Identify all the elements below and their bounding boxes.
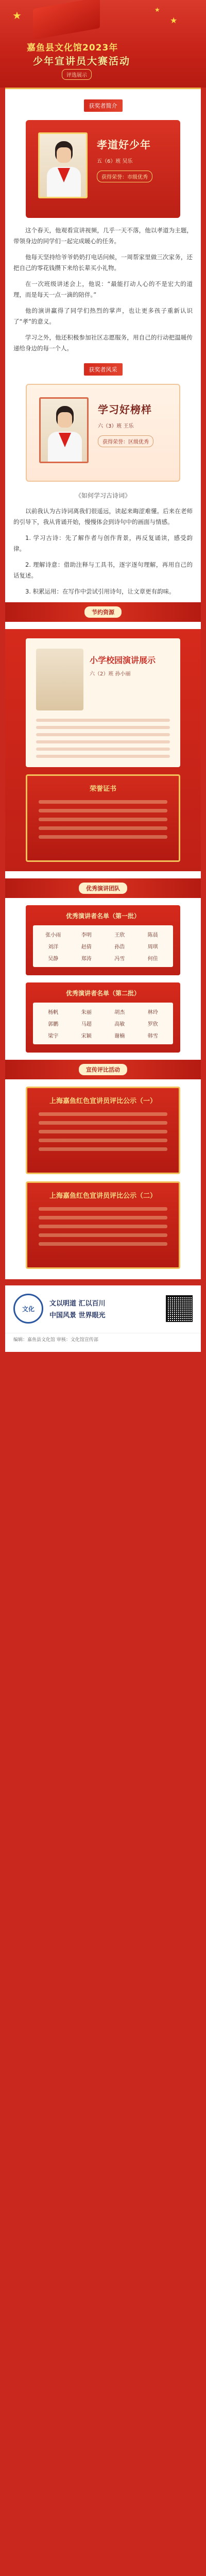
profile-meta: 五（6）班 吴乐 bbox=[97, 159, 133, 164]
speech-poster bbox=[26, 638, 180, 767]
study-paragraph-3: 2. 理解诗意：借助注释与工具书，逐字逐句理解，再用自己的话复述。 bbox=[13, 561, 193, 579]
list-item: 朱丽 bbox=[81, 1010, 92, 1015]
section-bar-label: 宣传评比活动 bbox=[79, 1064, 127, 1075]
poster-photo bbox=[36, 649, 83, 710]
study-paragraph-1: 以前我认为古诗词离我们很遥远，读起来晦涩难懂。后来在老师的引导下，我从背诵开始，慢慢体会到诗句中的画面与情感。 bbox=[13, 507, 193, 526]
review-board-1 bbox=[26, 1087, 180, 1174]
body-paragraph-1: 在一次班级讲述会上，他说：“最能打动人心的不是宏大的道理，而是每天一点一滴的陪伴。” bbox=[13, 280, 193, 298]
star-icon: ★ bbox=[12, 9, 22, 22]
article-body bbox=[5, 88, 201, 1279]
flag-icon bbox=[33, 0, 100, 40]
list-item: 赵倩 bbox=[81, 944, 92, 950]
section-bar-resources bbox=[5, 602, 201, 622]
header-banner bbox=[0, 0, 206, 88]
section-bar-label: 节约资源 bbox=[84, 606, 122, 618]
list-item: 何佳 bbox=[147, 956, 158, 962]
list-item: 韩雪 bbox=[147, 1033, 158, 1039]
study-paragraph-4: 3. 积累运用：在写作中尝试引用诗句，让文章更有韵味。 bbox=[25, 588, 175, 595]
list-item: 罗欣 bbox=[147, 1022, 158, 1027]
list-title: 优秀演讲者名单（第一批） bbox=[65, 912, 140, 920]
study-paragraph-2: 1. 学习古诗：先了解作者与创作背景，再反复诵读，感受韵律。 bbox=[13, 534, 193, 552]
banner-line1: 嘉鱼县文化馆2023年 bbox=[27, 43, 118, 53]
list-item: 刘洋 bbox=[48, 944, 59, 950]
footer-note: 编辑：嘉鱼县文化馆 审核：文化馆宣传部 bbox=[5, 1333, 201, 1352]
section-bar-label: 优秀演讲团队 bbox=[79, 883, 127, 894]
intro-paragraph-2: 他每天坚持给爷爷奶奶打电话问候，一周帮家里做三次家务，还把自己的零花钱攒下来给长辈买小礼物。 bbox=[13, 253, 193, 272]
list-item: 张小雨 bbox=[45, 933, 61, 938]
profile-name: 孝道好少年 bbox=[97, 139, 151, 151]
section-bar-team bbox=[5, 878, 201, 898]
list-item: 吴静 bbox=[48, 956, 59, 962]
list-item: 冯雪 bbox=[114, 956, 125, 962]
student-photo bbox=[39, 397, 89, 463]
list-item: 高敏 bbox=[114, 1022, 125, 1027]
section-heading-style: 获奖者风采 bbox=[84, 363, 123, 376]
list-item: 王欣 bbox=[114, 933, 125, 938]
star-icon: ★ bbox=[154, 6, 160, 13]
profile-tag: 获得荣誉：区级优秀 bbox=[98, 435, 153, 447]
star-icon: ★ bbox=[170, 15, 178, 25]
list-item: 李明 bbox=[81, 933, 92, 938]
board-title: 上海嘉鱼红色宣讲员评比公示（二） bbox=[49, 1192, 157, 1200]
book-title: 《如何学习古诗词》 bbox=[75, 492, 131, 499]
winners-list-2 bbox=[26, 982, 180, 1053]
list-title: 优秀演讲者名单（第二批） bbox=[65, 990, 140, 997]
student-photo bbox=[38, 132, 88, 198]
showcase-panel bbox=[5, 629, 201, 871]
list-item: 郑涛 bbox=[81, 956, 92, 962]
body-paragraph-2: 他的演讲赢得了同学们热烈的掌声，也让更多孩子重新认识了“孝”的意义。 bbox=[13, 307, 193, 325]
winners-list-1 bbox=[26, 905, 180, 975]
list-item: 孙浩 bbox=[114, 944, 125, 950]
banner-line3: 评选展示 bbox=[62, 69, 92, 80]
poster-text-lines bbox=[36, 719, 170, 762]
review-board-2 bbox=[26, 1181, 180, 1269]
list-item: 周琪 bbox=[147, 944, 158, 950]
honor-certificate bbox=[26, 774, 180, 862]
profile-card-2 bbox=[26, 384, 180, 482]
org-logo: 文化 bbox=[13, 1294, 43, 1324]
profile-card-1 bbox=[26, 120, 180, 218]
list-item: 林玲 bbox=[147, 1010, 158, 1015]
profile-tag: 获得荣誉：市级优秀 bbox=[97, 171, 152, 182]
banner-line2: 少年宣讲员大赛活动 bbox=[33, 56, 131, 67]
body-paragraph-3: 学习之外，他还积极参加社区志愿服务，用自己的行动把温暖传递给身边的每一个人。 bbox=[13, 334, 193, 352]
qr-code-icon[interactable] bbox=[166, 1295, 193, 1322]
profile-name: 学习好榜样 bbox=[98, 403, 152, 416]
poster-sub: 六（2）班 孙小丽 bbox=[90, 671, 131, 677]
poster-title: 小学校园演讲展示 bbox=[90, 655, 156, 665]
list-item: 谢楠 bbox=[114, 1033, 125, 1039]
section-heading-intro: 获奖者简介 bbox=[84, 99, 123, 112]
board-title: 上海嘉鱼红色宣讲员评比公示（一） bbox=[49, 1097, 157, 1105]
list-item: 梁宇 bbox=[48, 1033, 59, 1039]
profile-meta: 六（3）班 王乐 bbox=[98, 423, 134, 429]
list-item: 郭鹏 bbox=[48, 1022, 59, 1027]
list-item: 杨帆 bbox=[48, 1010, 59, 1015]
list-item: 陈晨 bbox=[147, 933, 158, 938]
footer-slogan-2: 中国风景 世界眼光 bbox=[49, 1312, 106, 1319]
section-bar-review bbox=[5, 1060, 201, 1079]
footer bbox=[5, 1285, 201, 1333]
certificate-heading: 荣誉证书 bbox=[89, 785, 116, 793]
intro-paragraph-1: 这个春天，他观看宣讲视频，几乎一天不落，他以孝道为主题，带领身边的同学们一起完成暖心的任务。 bbox=[13, 227, 193, 245]
list-item: 胡杰 bbox=[114, 1010, 125, 1015]
list-item: 马超 bbox=[81, 1022, 92, 1027]
footer-slogan-1: 文以明道 汇以百川 bbox=[49, 1300, 106, 1308]
list-item: 宋颖 bbox=[81, 1033, 92, 1039]
